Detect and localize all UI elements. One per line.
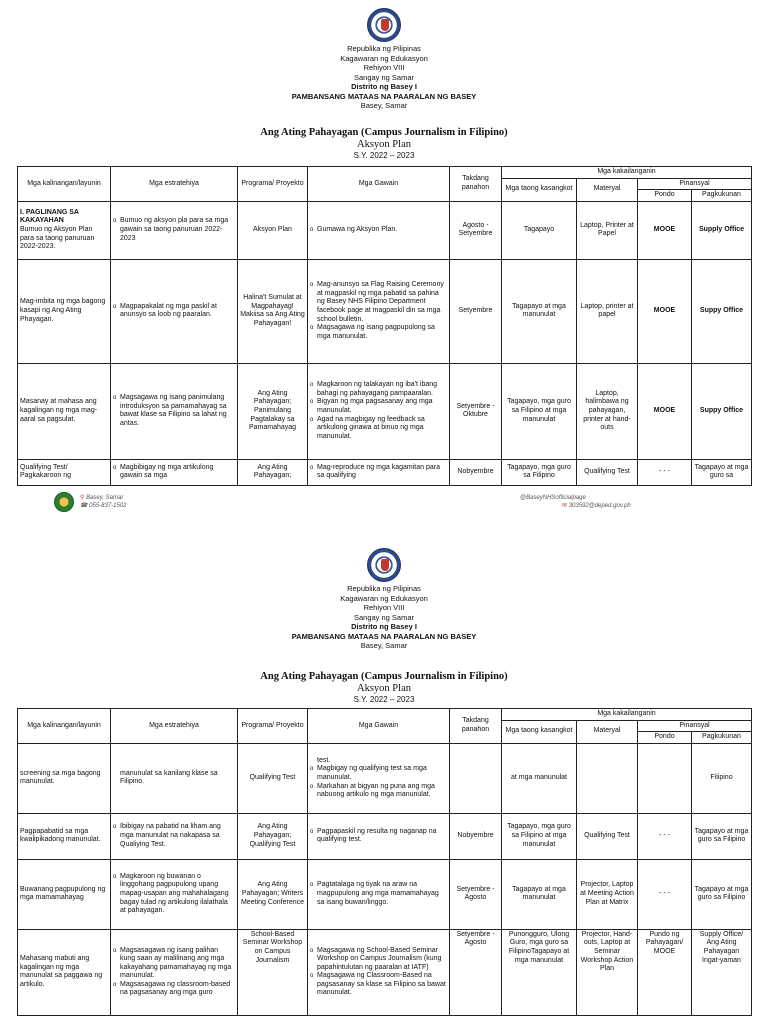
table-row: [18, 363, 752, 459]
cell-gawain-lead: test.: [317, 756, 331, 764]
cell-programa: Qualifying Test: [238, 743, 308, 813]
cell-kalinangan: Mag-imbita ng mga bagong kasapi ng Ang Ating Phayagan.: [18, 259, 111, 363]
col-estratehiya: Mga estratehiya: [111, 167, 238, 202]
cell-gawain: o Pagpapaskil ng resulta ng naganap na qualifying test.: [310, 828, 447, 845]
cell-pagkukunan: Suppy Office: [692, 363, 752, 459]
col-programa: Programa/ Proyekto: [238, 167, 308, 202]
cell-programa: Ang Ating Pahayagan;: [238, 459, 308, 485]
cell-pondo: [638, 743, 692, 813]
cell-programa: School-Based Seminar Workshop on Campus Journalism: [238, 929, 308, 1015]
cell-estratehiya: o Ibibigay na pabatid na liham ang mga manunulat na nakapasa sa Qualiying Test.: [113, 823, 235, 849]
cell-programa: Halina't Sumulat at Magpahayag! Makiisa sa Ang Ating Pahayagan!: [238, 259, 308, 363]
cell-taong: Tagapayo at mga manunulat: [502, 259, 577, 363]
letterhead-school: PAMBANSANG MATAAS NA PAARALAN NG BASEY: [291, 631, 477, 641]
col-gawain: Mga Gawain: [308, 167, 450, 202]
cell-pondo: - - -: [638, 859, 692, 929]
section-heading: I. PAGLINANG SA KAKAYAHAN: [20, 208, 79, 225]
cell-materyal: [577, 743, 638, 813]
table-header: [18, 167, 752, 202]
table-row: [18, 259, 752, 363]
col-pagkukunan: Pagkukunan: [692, 190, 752, 202]
cell-estratehiya: o Magsasagawa ng classroom-based na pagsasanay ang mga guro: [113, 981, 235, 998]
phone-icon: ☎: [80, 503, 88, 509]
col-gawain: Mga Gawain: [308, 709, 450, 744]
cell-programa: Ang Ating Pahayagan; Qualifying Test: [238, 813, 308, 859]
cell-estratehiya: o Magsagawa ng isang panimulang introduksyon sa pamamahayag sa bawat klase sa Filipino sa lahat ng antas.: [113, 394, 235, 428]
cell-gawain: o Magbigay ng qualifying test sa mga manunulat.: [310, 765, 447, 782]
cell-kalinangan: Buwanang pagpupulong ng mga mamamahayag: [18, 859, 111, 929]
col-takdang: Takdang panahon: [450, 709, 502, 744]
cell-pondo: MOOE: [638, 363, 692, 459]
cell-gawain: o Magsagawa ng isang pagpupulong sa mga manunulat.: [310, 324, 447, 341]
document-subtitle: Aksyon Plan: [357, 139, 411, 150]
cell-gawain: o Mag-reproduce ng mga kagamitan para sa qualifying: [310, 464, 447, 481]
cell-materyal: Qualifying Test: [577, 459, 638, 485]
action-plan-table: [17, 166, 752, 486]
col-taong: Mga taong kasangkot: [502, 178, 577, 201]
school-year: S.Y. 2022 – 2023: [353, 151, 415, 160]
cell-takdang: Setyembre - Agosto: [450, 859, 502, 929]
col-pagkukunan: Pagkukunan: [692, 732, 752, 744]
cell-pagkukunan: Filipino: [692, 743, 752, 813]
footer-email: 303592@deped.gov.ph: [568, 503, 631, 509]
cell-materyal: Laptop, Printer at Papel: [577, 201, 638, 259]
cell-pondo: Pundo ng Pahayagan/ MOOE: [638, 929, 692, 1015]
cell-gawain: o Pagtatalaga ng tiyak na araw na magpupulong ang mga mamamahayag sa isang buwan/linggo.: [310, 881, 447, 907]
cell-pondo: - - -: [638, 813, 692, 859]
letterhead-place: Basey, Samar: [360, 641, 408, 650]
cell-takdang: Agosto - Setyembre: [450, 201, 502, 259]
cell-taong: Tagapayo, mga guro sa Filipino at mga manunulat: [502, 363, 577, 459]
table-row: [18, 459, 752, 485]
cell-gawain: o Mag-anunsyo sa Flag Raising Ceremony at magpaskil ng mga pabatid sa pahina ng Basey NHS Filipino Department facebook page at magpaskil din sa mga school bulletin.: [310, 281, 447, 324]
table-row: [18, 813, 752, 859]
cell-kalinangan: Qualifying Test/ Pagkakaroon ng: [18, 459, 111, 485]
letterhead-line: Kagawaran ng Edukasyon: [340, 53, 428, 63]
table-row: [18, 859, 752, 929]
table-row: [18, 201, 752, 259]
col-estratehiya: Mga estratehiya: [111, 709, 238, 744]
action-plan-table: [17, 708, 752, 1016]
cell-estratehiya: o Magkaroon ng buwanan o linggohang pagpupulong upang mapag-usapan ang mahahalagang bagay tulad ng artikulong ilalathala at pahayagan.: [113, 873, 235, 916]
letterhead-line: Sangay ng Samar: [353, 612, 415, 622]
col-pondo: Pondo: [638, 732, 692, 744]
cell-materyal: Projector, Laptop at Meeting Action Plan at Matrix: [577, 859, 638, 929]
col-pondo: Pondo: [638, 190, 692, 202]
cell-pondo: MOOE: [638, 201, 692, 259]
school-year: S.Y. 2022 – 2023: [353, 695, 415, 704]
cell-takdang: Setyembre: [450, 259, 502, 363]
letterhead-place: Basey, Samar: [360, 101, 408, 110]
table-header: [18, 709, 752, 744]
school-logo-icon: [54, 492, 74, 512]
cell-estratehiya: o Magpapakalat ng mga paskil at anunsyo sa loob ng paaralan.: [113, 303, 235, 320]
cell-materyal: Projector, Hand-outs, Laptop at Seminar Workshop Action Plan: [577, 929, 638, 1015]
cell-kalinangan: Masanay at mahasa ang kagalingan ng mga mag-aaral sa pagsulat.: [18, 363, 111, 459]
letterhead-line: Rehiyon VIII: [363, 603, 405, 612]
cell-estratehiya: o Magsasagawa ng isang palihan kung saan ay malilinang ang mga kakayahang pamamahayag ng mga manunulat.: [113, 947, 235, 981]
cell-kalinangan: Mahasang mabuti ang kagalingan ng mga manunulat sa paggawa ng artikulo.: [18, 929, 111, 1015]
cell-gawain: o Bigyan ng mga pagsasanay ang mga manunulat.: [310, 398, 447, 415]
cell-takdang: Setyembre - Agosto: [450, 929, 502, 1015]
cell-takdang: Nobyembre: [450, 813, 502, 859]
cell-gawain: o Gumawa ng Aksyon Plan.: [310, 226, 447, 235]
table-row: [18, 929, 752, 1015]
cell-estratehiya: o Bumuo ng aksyon pla para sa mga gawain sa taong panuruan 2022-2023: [113, 217, 235, 243]
col-pinansyal: Pinansyal: [638, 720, 752, 732]
col-materyal: Materyal: [577, 178, 638, 201]
cell-taong: Punongguro, Ulong Guro, mga guro sa FilipinoTagapayo at mga manunulat: [502, 929, 577, 1015]
col-kalinangan: Mga kalinangan/layunin: [18, 167, 111, 202]
cell-programa: Aksyon Plan: [238, 201, 308, 259]
cell-pagkukunan: Tagapayo at mga guro sa Filipino: [692, 859, 752, 929]
cell-gawain: o Magkaroon ng talakayan ng iba't ibang bahagi ng pahayagang pampaaralan.: [310, 381, 447, 398]
document-subtitle: Aksyon Plan: [357, 683, 411, 694]
cell-programa: Ang Ating Pahayagan; Writers Meeting Conference: [238, 859, 308, 929]
letterhead-line: Republika ng Pilipinas: [347, 44, 421, 53]
cell-estratehiya: o Magbibigay ng mga artikulong gawain sa mga: [113, 464, 235, 481]
letterhead-district: Distrito ng Basey I: [351, 622, 417, 631]
document-title-block: [0, 126, 768, 161]
cell-taong: Tagapayo: [502, 201, 577, 259]
cell-taong: Tagapayo, mga guro sa Filipino: [502, 459, 577, 485]
cell-gawain: o Magsagawa ng School-Based Seminar Workshop on Campus Journalism (kung papahintulutan ng paaralan at IATF): [310, 947, 447, 973]
document-title: Ang Ating Pahayagan (Campus Journalism in Filipino): [260, 671, 508, 682]
cell-takdang: Setyembre - Oktubre: [450, 363, 502, 459]
footer-phone: 055-837-1502: [89, 503, 127, 509]
cell-pagkukunan: Suppy Office: [692, 259, 752, 363]
letterhead-school: PAMBANSANG MATAAS NA PAARALAN NG BASEY: [291, 91, 477, 101]
cell-materyal: Laptop, printer at papel: [577, 259, 638, 363]
col-materyal: Materyal: [577, 720, 638, 743]
cell-taong: Tagapayo at mga manunulat: [502, 859, 577, 929]
cell-gawain: o Agad na magbigay ng feedback sa artikulong ginawa at binuo ng mga manunulat.: [310, 416, 447, 442]
cell-pagkukunan: Tagapayo at mga guro sa Filipino: [692, 813, 752, 859]
cell-takdang: Nobyembre: [450, 459, 502, 485]
letterhead-district: Distrito ng Basey I: [351, 82, 417, 91]
deped-seal-icon: [367, 548, 401, 582]
letterhead-line: Rehiyon VIII: [363, 63, 405, 72]
cell-kalinangan: Pagpapabatid sa mga kwalipikadong manunulat.: [18, 813, 111, 859]
deped-seal-icon: [367, 8, 401, 42]
footer-facebook: @BaseyNHSofficialpage: [520, 495, 586, 501]
cell-pagkukunan: Tagapayo at mga guro sa: [692, 459, 752, 485]
email-icon: ✉: [562, 503, 568, 509]
cell-materyal: Qualifying Test: [577, 813, 638, 859]
cell-pagkukunan: Supply Office/ Ang Ating Pahayagan Ingat-yaman: [692, 929, 752, 1015]
letterhead-line: Republika ng Pilipinas: [347, 584, 421, 593]
cell-gawain: o Magsagawa ng Classroom-Based na pagsasanay sa klase sa Filipino sa bawat manunulat.: [310, 972, 447, 998]
location-pin-icon: ⚲: [80, 495, 85, 501]
letterhead-line: Sangay ng Samar: [353, 72, 415, 82]
cell-pondo: MOOE: [638, 259, 692, 363]
cell-kalinangan: screening sa mga bagong manunulat.: [18, 743, 111, 813]
cell-pagkukunan: Supply Office: [692, 201, 752, 259]
document-title-block: [0, 670, 768, 705]
col-kakailanganin: Mga kakailanganin: [502, 709, 752, 721]
page-2: [0, 540, 768, 1024]
document-title: Ang Ating Pahayagan (Campus Journalism in Filipino): [260, 127, 508, 138]
col-programa: Programa/ Proyekto: [238, 709, 308, 744]
footer-address: Basey, Samar: [86, 495, 124, 501]
col-kalinangan: Mga kalinangan/layunin: [18, 709, 111, 744]
cell-taong: at mga manunulat: [502, 743, 577, 813]
cell-programa: Ang Ating Pahayagan; Panimulang Pagtalakay sa Pamamahayag: [238, 363, 308, 459]
cell-materyal: Laptop, halimbawa ng pahayagan, printer at hand-outs: [577, 363, 638, 459]
letterhead: [0, 584, 768, 651]
col-pinansyal: Pinansyal: [638, 178, 752, 190]
col-takdang: Takdang panahon: [450, 167, 502, 202]
col-taong: Mga taong kasangkot: [502, 720, 577, 743]
cell-takdang: [450, 743, 502, 813]
letterhead-line: Kagawaran ng Edukasyon: [340, 593, 428, 603]
table-row: [18, 743, 752, 813]
cell-taong: Tagapayo, mga guro sa Filipino at mga manunulat: [502, 813, 577, 859]
cell-pondo: - - -: [638, 459, 692, 485]
cell-estratehiya: manunulat sa kanilang klase sa Filipino.: [111, 743, 238, 813]
letterhead: [0, 44, 768, 111]
cell-kalinangan: Bumuo ng Aksyon Plan para sa taong panuruan 2022-2023.: [20, 225, 95, 251]
col-kakailanganin: Mga kakailanganin: [502, 167, 752, 179]
cell-gawain: o Markahan at bigyan ng puna ang mga nabuong artikulo ng mga manunulat.: [310, 783, 447, 800]
